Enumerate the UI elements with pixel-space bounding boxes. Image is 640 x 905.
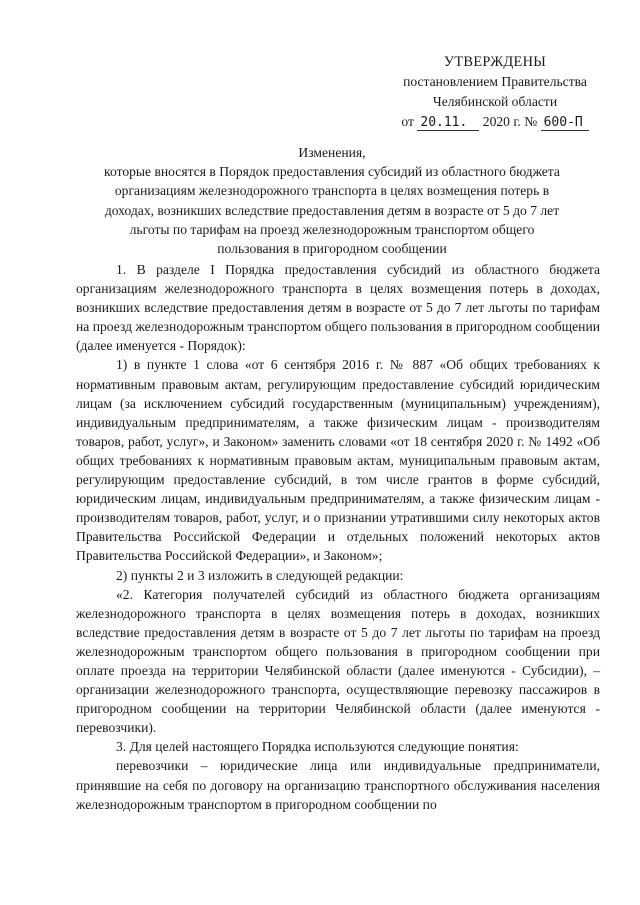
paragraph-definition-carriers: перевозчики – юридические лица или индивидуальные предприниматели, принявшие на себя по договору на организацию транспортного обслуживания населения железнодорожным транспортом в пригородном сообщении по	[76, 758, 600, 812]
document-body	[76, 260, 600, 814]
title-line: доходах, возникших вследствие предоставления детям в возрасте от 5 до 7 лет	[104, 202, 560, 218]
title-line: которые вносятся в Порядок предоставления субсидий из областного бюджета	[104, 164, 560, 180]
title-line: льготы по тарифам на проезд железнодорожным транспортом общего	[129, 221, 535, 237]
document-title	[60, 143, 604, 258]
title-line: пользования в пригородном сообщении	[217, 241, 447, 257]
approval-block	[380, 52, 610, 132]
approval-date: 20.11.	[417, 115, 479, 131]
approval-heading: УТВЕРЖДЕНЫ	[443, 54, 547, 70]
title-heading: Изменения,	[298, 145, 366, 160]
paragraph-section-1: 1. В разделе I Порядка предоставления субсидий из областного бюджета организациям железнодорожного транспорта в целях возмещения потерь в доходах, возникших вследствие предоставления детям в возрасте от 5 до 7 лет льготы по тарифам на проезд железнодорожным транспортом общего пользования в пригородном сообщении (далее именуется - Порядок):	[76, 262, 600, 354]
paragraph-point-2: «2. Категория получателей субсидий из областного бюджета организациям железнодорожного транспорта в целях возмещения потерь в доходах, возникших вследствие предоставления детям в возрасте от 5 до 7 лет льготы по тарифам на проезд железнодорожным транспортом общего пользования в пригородном сообщении при оплате проезда на территории Челябинской области (далее именуются - Субсидии), – организации железнодорожного транспорта, осуществляющие перевозку пассажиров в пригородном сообщении на территории Челябинской области (далее именуются - перевозчики).	[76, 586, 600, 736]
approval-year: 2020 г. №	[482, 114, 538, 129]
title-line: организациям железнодорожного транспорта в целях возмещения потерь в	[114, 183, 550, 199]
paragraph-item-2: 2) пункты 2 и 3 изложить в следующей редакции:	[116, 567, 404, 583]
approval-line-1: постановлением Правительства	[403, 74, 587, 89]
approval-line-2: Челябинской области	[432, 94, 558, 109]
paragraph-point-3: 3. Для целей настоящего Порядка используются следующие понятия:	[116, 739, 519, 755]
paragraph-item-1: 1) в пункте 1 слова «от 6 сентября 2016 г. № 887 «Об общих требованиях к нормативным правовым актам, регулирующим предоставление субсидий юридическим лицам (за исключением субсидий государственным (муниципальным) учреждениям), индивидуальным предпринимателям, а также физическим лицам - производителям товаров, работ, услуг», и Законом» заменить словами «от 18 сентября 2020 г. № 1492 «Об общих требованиях к нормативным правовым актам, муниципальным правовым актам, регулирующим предоставление субсидий, в том числе грантов в форме субсидий, юридическим лицам, индивидуальным предпринимателям, а также физическим лицам - производителям товаров, работ, услуг, и о признании утратившими силу некоторых актов Правительства Российской Федерации и отдельных положений некоторых актов Правительства Российской Федерации», и Законом»;	[76, 357, 600, 564]
approval-date-number-row	[380, 112, 610, 132]
approval-number: 600-П	[541, 115, 589, 131]
approval-from-prefix: от	[401, 114, 414, 129]
